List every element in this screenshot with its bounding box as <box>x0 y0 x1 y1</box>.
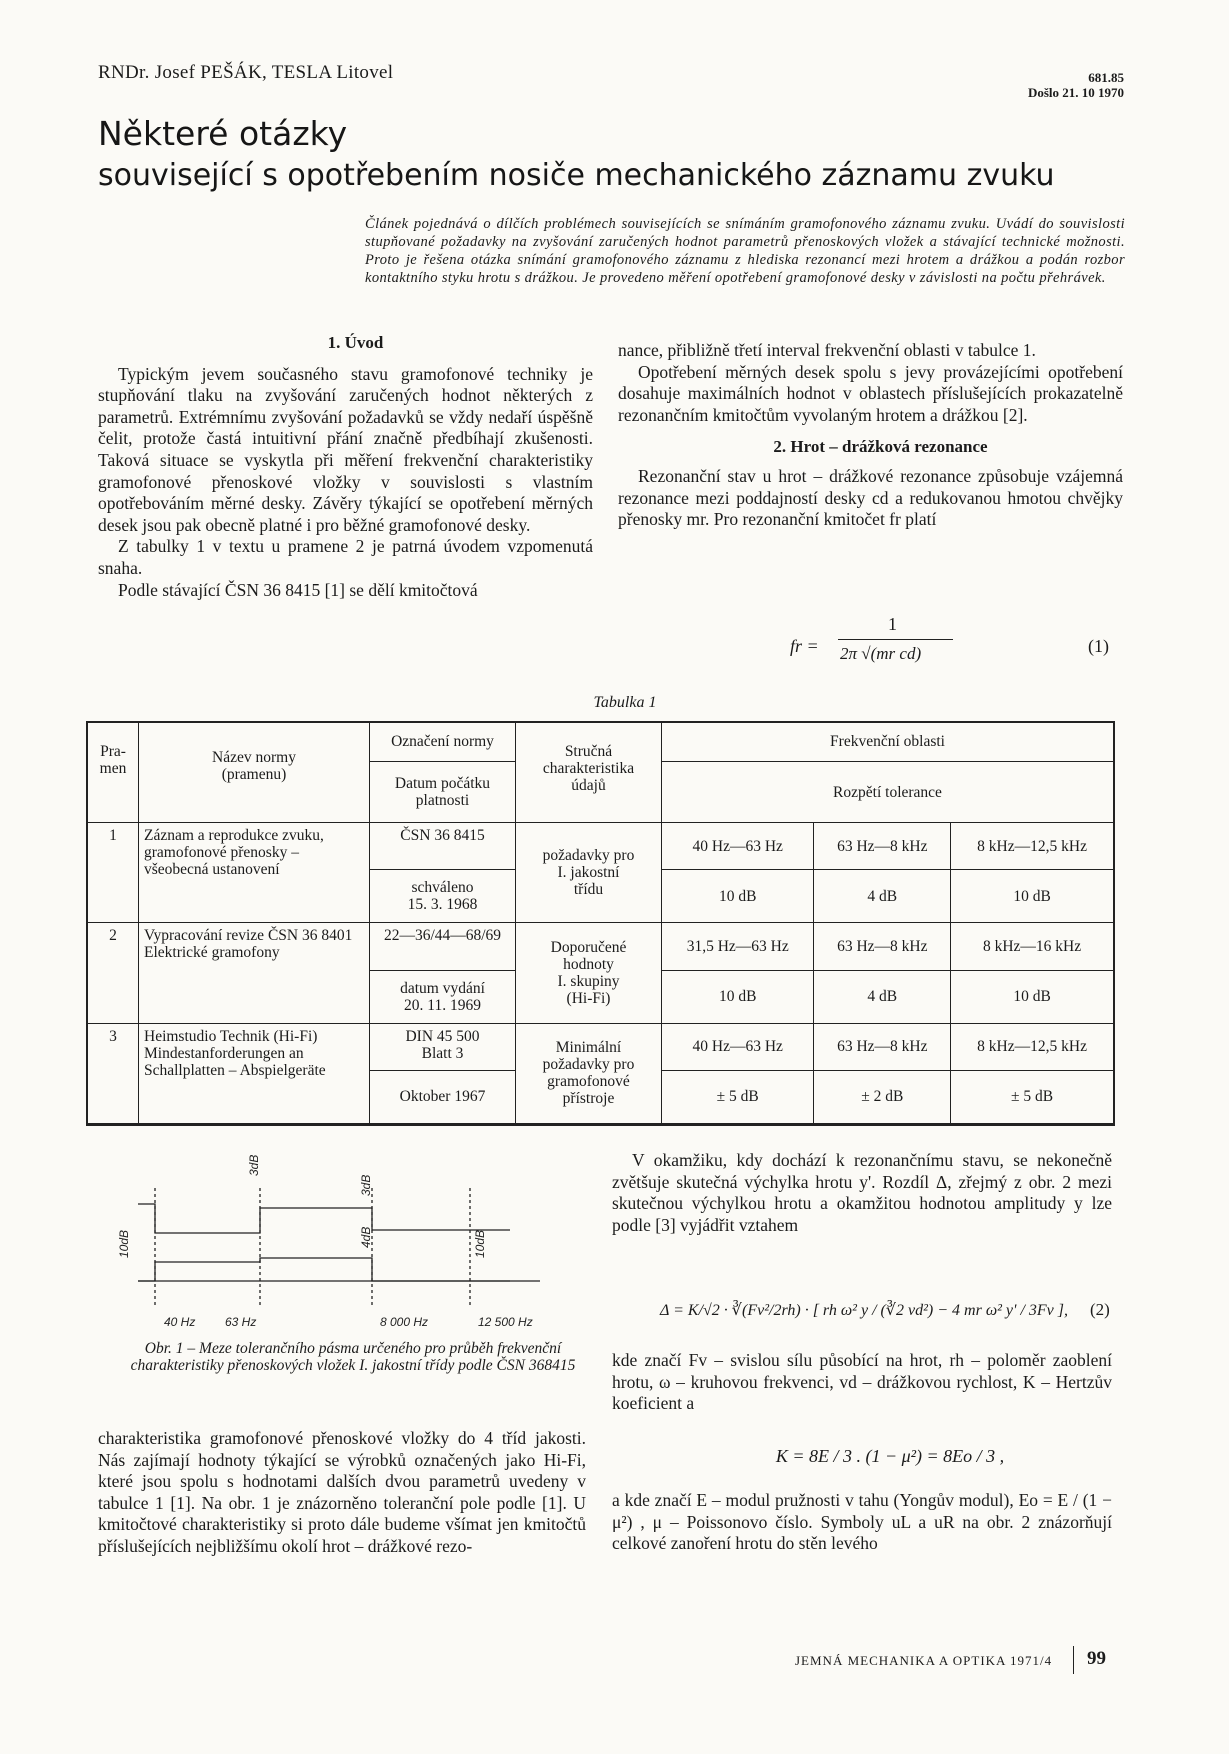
equation-1 <box>790 614 1110 674</box>
right-column-bottom-3 <box>612 1490 1112 1555</box>
table-cell-freq: 8 kHz—16 kHz <box>951 923 1114 970</box>
table-cell-num: 2 <box>88 923 139 1023</box>
udc-code: 681.85 <box>1088 70 1124 85</box>
figure-caption: Obr. 1 – Meze tolerančního pásma určeného pro průběh frekvenční charakteristiky přenoskových vložek I. jakostní třídy podle ČSN 368415 <box>130 1340 576 1374</box>
label-8000hz: 8 000 Hz <box>380 1315 429 1329</box>
eq2-body: Δ = K/√2 · ∛(Fv²/2rh) · [ rh ω² y / (∛2 vd²) − 4 mr ω² y' / 3Fv ], <box>660 1302 1068 1319</box>
right-column-top <box>618 340 1123 531</box>
paragraph: Rezonanční stav u hrot – drážkové rezonance způsobuje vzájemná rezonance mezi poddajností desky cd a redukovanou hmotou chvějky přenosky mr. Pro rezonanční kmitočet fr platí <box>618 465 1123 530</box>
table-cell-freq: 63 Hz—8 kHz <box>814 823 951 870</box>
table-cell-freq: 31,5 Hz—63 Hz <box>662 923 814 970</box>
paragraph: charakteristika gramofonové přenoskové vložky do 4 tříd jakosti. Nás zajímají hodnoty týkající se výrobků označených jako Hi-Fi, které jsou spolu s hodnotami dalších dvou parametrů uvedeny v tabulce 1 [1]. Na obr. 1 je znázorněno toleranční pole podle [1]. U kmitočtové charakteristiky si proto dále budeme všímat jen kmitočtů příslušejících nejbližšímu okolí hrot – drážkové rezo- <box>98 1428 586 1556</box>
paragraph: a kde značí E – modul pružnosti v tahu (Yongův modul), Eo = E / (1 − μ²) , μ – Poissonovo číslo. Symboly uL a uR na obr. 2 znázorňují celkové zanoření hrotu do stěn levého <box>612 1490 1112 1554</box>
label-3db-a: 3dB <box>247 1154 261 1176</box>
table-cell-desc: Minimální požadavky pro gramofonové přístroje <box>516 1023 662 1123</box>
table-cell-desc: požadavky pro I. jakostní třídu <box>516 823 662 923</box>
header-strucna: Stručná charakteristika údajů <box>516 723 662 823</box>
label-12500hz: 12 500 Hz <box>478 1315 533 1329</box>
paragraph: nance, přibližně třetí interval frekvenční oblasti v tabulce 1. <box>618 340 1036 360</box>
fraction-bar <box>838 639 953 640</box>
header-frekvence: Frekvenční oblasti <box>662 723 1114 762</box>
header-oznaceni: Označení normy <box>370 723 516 762</box>
table-cell-name: Heimstudio Technik (Hi-Fi) Mindestanforderungen an Schallplatten – Abspielgeräte <box>139 1023 370 1123</box>
article-title <box>98 112 1055 196</box>
table-cell-tol: 10 dB <box>951 870 1114 923</box>
paragraph: V okamžiku, kdy dochází k rezonančnímu stavu, se nekonečně zvětšuje skutečná výchylka hrotu y'. Rozdíl Δ, zřejmý z obr. 2 mezi skutečnou výchylkou hrotu a okamžitou hodnotou amplitudy y lze podle [3] vyjádřit vztahem <box>612 1150 1112 1235</box>
table-cell-freq: 40 Hz—63 Hz <box>662 1023 814 1070</box>
right-column-bottom-2 <box>612 1350 1112 1415</box>
table-cell-tol: 10 dB <box>662 970 814 1023</box>
label-10db-left: 10dB <box>117 1229 131 1258</box>
paragraph: kde značí Fv – svislou sílu působící na hrot, rh – poloměr zaoblení hrotu, ω – kruhovou frekvenci, vd – drážkovou rychlost, K – Hertzův koeficient a <box>612 1350 1112 1414</box>
table-cell-freq: 8 kHz—12,5 kHz <box>951 823 1114 870</box>
received-date: Došlo 21. 10 1970 <box>1027 85 1124 100</box>
table-cell-date: schváleno 15. 3. 1968 <box>370 870 516 923</box>
page-number: 99 <box>1087 1648 1106 1669</box>
footer-divider <box>1073 1646 1074 1674</box>
table-cell-name: Vypracování revize ČSN 36 8401 Elektrické gramofony <box>139 923 370 1023</box>
label-40hz: 40 Hz <box>164 1315 196 1329</box>
left-column-top <box>98 332 593 601</box>
table-cell-tol: ± 2 dB <box>814 1070 951 1123</box>
table-cell-desc: Doporučené hodnoty I. skupiny (Hi-Fi) <box>516 923 662 1023</box>
eq1-lhs: fr = <box>790 636 819 656</box>
label-10db-right: 10dB <box>473 1229 487 1258</box>
equation-2 <box>660 1300 1100 1320</box>
label-3db-b: 3dB <box>359 1174 373 1196</box>
journal-footer: JEMNÁ MECHANIKA A OPTIKA 1971/4 <box>795 1653 1053 1668</box>
label-4db: 4dB <box>359 1226 373 1248</box>
table-cell-num: 1 <box>88 823 139 923</box>
table-cell-freq: 63 Hz—8 kHz <box>814 1023 951 1070</box>
table-cell-tol: 10 dB <box>662 870 814 923</box>
table-cell-date: datum vydání 20. 11. 1969 <box>370 970 516 1023</box>
equation-3: K = 8E / 3 . (1 − μ²) = 8Eo / 3 , <box>775 1446 1005 1466</box>
title-line-1: Některé otázky <box>98 114 348 153</box>
table-cell-freq: 8 kHz—12,5 kHz <box>951 1023 1114 1070</box>
abstract: Článek pojednává o dílčích problémech souvisejících se snímáním gramofonového záznamu zvuku. Uvádí do souvislosti stupňované požadavky na zvyšování zaručených hodnot parametrů přenoskových vložek a stávající technické možnosti. Proto je řešena otázka snímání gramofonového záznamu z hlediska rezonancí mezi hrotem a drážkou a podán rozbor kontaktního styku hrotu s drážkou. Je provedeno měření opotřebení gramofonové desky v závislosti na počtu přehrávek. <box>365 216 1125 286</box>
figure-1-tolerance-diagram <box>110 1148 580 1338</box>
paragraph: Opotřebení měrných desek spolu s jevy provázejícími opotřebení dosahuje maximálních hodnot v oblastech příslušejících prokazatelně rezonančním kmitočtům vyvolaným hrotem a drážkou [2]. <box>618 361 1123 425</box>
header-datum: Datum počátku platnosti <box>370 761 516 822</box>
header-nazev: Název normy (pramenu) <box>139 723 370 823</box>
author-line: RNDr. Josef PEŠÁK, TESLA Litovel <box>98 62 394 83</box>
lower-tolerance-line <box>138 1258 510 1281</box>
table-cell-tol: ± 5 dB <box>662 1070 814 1123</box>
eq1-denominator: 2π √(mr cd) <box>840 644 922 663</box>
heading-uvod: 1. Úvod <box>327 333 384 352</box>
label-63hz: 63 Hz <box>225 1315 257 1329</box>
table-cell-tol: 4 dB <box>814 870 951 923</box>
table-cell-tol: 4 dB <box>814 970 951 1023</box>
eq1-numerator: 1 <box>888 614 897 634</box>
table-cell-code: 22—36/44—68/69 <box>370 923 516 970</box>
table-cell-num: 3 <box>88 1023 139 1123</box>
table-cell-name: Záznam a reprodukce zvuku, gramofonové přenosky – všeobecná ustanovení <box>139 823 370 923</box>
left-column-bottom <box>98 1428 586 1558</box>
upper-tolerance-line <box>138 1204 510 1233</box>
right-column-bottom <box>612 1150 1112 1236</box>
table-cell-code: DIN 45 500 Blatt 3 <box>370 1023 516 1070</box>
eq1-number: (1) <box>1088 636 1109 656</box>
table-1 <box>87 722 1114 1124</box>
udc-block <box>1028 70 1124 100</box>
paragraph: Typickým jevem současného stavu gramofonové techniky je stupňování tlaku na zvyšování zaručených hodnot některých z parametrů. Extrémnímu zvyšování požadavků se vždy nedaří úspěšně čelit, protože častá intuitivní přání značně předbíhají zkušenosti. Taková situace se vyskytla při měření frekvenční charakteristiky gramofonové přenoskové vložky v souvislosti s vlastním opotřebováním měrné desky. Závěry týkající se opotřebení měrných desek jsou pak obecně platné i pro běžné gramofonové desky. <box>98 363 593 535</box>
table-cell-freq: 63 Hz—8 kHz <box>814 923 951 970</box>
table-cell-freq: 40 Hz—63 Hz <box>662 823 814 870</box>
heading-hrot: 2. Hrot – drážková rezonance <box>773 437 988 457</box>
eq2-number: (2) <box>1090 1300 1110 1319</box>
header-pramen: Pra- men <box>88 723 139 823</box>
title-line-2: související s opotřebením nosiče mechanického záznamu zvuku <box>98 158 1055 193</box>
table-caption: Tabulka 1 <box>593 694 657 711</box>
paragraph: Podle stávající ČSN 36 8415 [1] se dělí kmitočtová <box>118 579 478 600</box>
table-cell-tol: ± 5 dB <box>951 1070 1114 1123</box>
header-rozpeti: Rozpětí tolerance <box>662 761 1114 822</box>
table-cell-date: Oktober 1967 <box>370 1070 516 1123</box>
paragraph: Z tabulky 1 v textu u pramene 2 je patrná úvodem vzpomenutá snaha. <box>98 536 593 578</box>
table-cell-code: ČSN 36 8415 <box>370 823 516 870</box>
table-cell-tol: 10 dB <box>951 970 1114 1023</box>
